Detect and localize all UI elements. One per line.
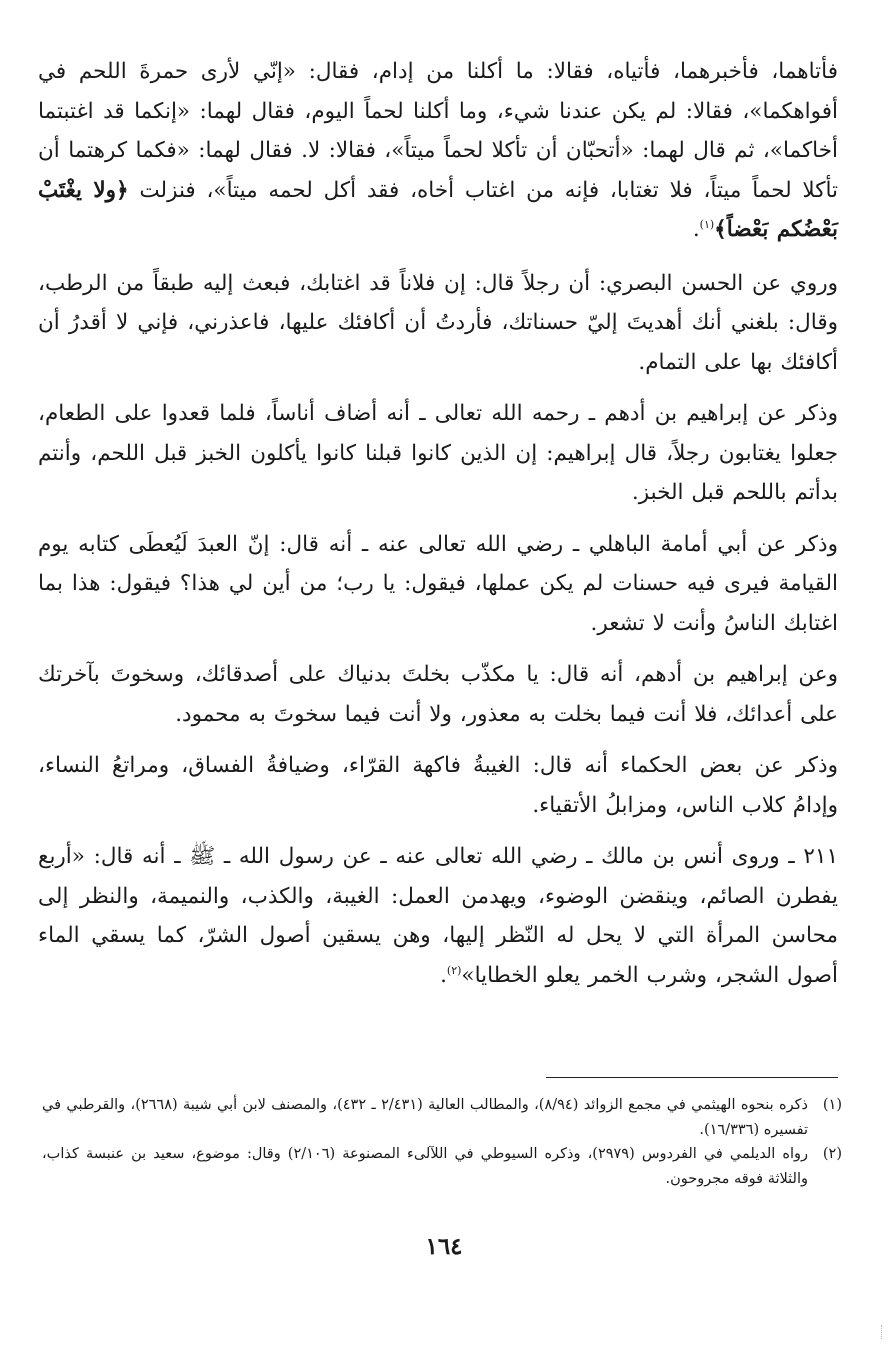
paragraph-3: وذكر عن إبراهيم بن أدهم ـ رحمه الله تعالى ـ أنه أضاف أناساً، فلما قعدوا على الطعام، جعلوا يغتابون رجلاً، قال إبراهيم: إن الذين كانوا قبلنا كانوا يأكلون الخبز قبل اللحم، وأنتم بدأتم باللحم قبل الخبز. — [38, 401, 838, 505]
quran-verse: ﴿ولا يغْتَبْ بَعْضُكم بَعْضاً﴾ — [38, 177, 838, 242]
footnote-ref-1[interactable]: (١) — [699, 217, 715, 231]
paragraph-1-text: فأتاهما، فأخبرهما، فأتياه، فقالا: ما أكلنا من إدام، فقال: «إنّي لأرى حمرةَ اللحم في أفواهكما»، فقالا: لم يكن عندنا شيء، وما أكلنا لحماً اليوم، فقال لهما: «إنكما قد اغتبتما أخاكما»، ثم قال لهما: «أتحبّان أن تأكلا لحماً ميتاً»، فقالا: لا. فقال لهما: «فكما كرهتما أن تأكلا لحماً ميتاً، فلا تغتابا، فإنه من اغتاب أخاه، فقد أكل لحمه ميتاً»، فنزلت — [38, 59, 839, 203]
footnote-2-number: (٢) — [822, 1146, 842, 1162]
footnote-divider — [546, 1077, 838, 1078]
footnote-1-text: ذكره بنحوه الهيثمي في مجمع الزوائد (٨/٩٤)، والمطالب العالية (٢/٤٣١ ـ ٤٣٢)، والمصنف لابن أبي شيبة (٢٦٦٨)، والقرطبي في تفسيره (١٦/٣٣٦). — [42, 1097, 809, 1138]
paragraph-1-end: . — [692, 217, 700, 242]
footnote-ref-2[interactable]: (٢) — [446, 963, 462, 977]
paragraph-2: وروي عن الحسن البصري: أن رجلاً قال: إن فلاناً قد اغتابك، فبعث إليه طبقاً من الرطب، وقال: بلغني أنك أهديتَ إليّ حسناتك، فأردتُ أن أكافئك عليها، فاعذرني، فإني لا أقدرُ أن أكافئك بها على التمام. — [38, 270, 838, 375]
footnote-1-number: (١) — [822, 1097, 842, 1113]
paragraph-4: وذكر عن أبي أمامة الباهلي ـ رضي الله تعالى عنه ـ أنه قال: إنّ العبدَ لَيُعطَى كتابه يوم القيامة فيرى فيه حسنات لم يكن عملها، فيقول: يا رب؛ من أين لي هذا؟ فيقول: هذا بما اغتابك الناسُ وأنت لا تشعر. — [38, 531, 838, 636]
paragraph-7-end: . — [440, 962, 447, 988]
footnote-2 — [42, 1142, 842, 1191]
page-body — [38, 52, 838, 1007]
paragraph-7-hadith-211 — [38, 837, 838, 995]
footnote-2-text: رواه الديلمي في الفردوس (٢٩٧٩)، وذكره السيوطي في اللآلىء المصنوعة (٢/١٠٦) وقال: موضوع، سعيد بن عنبسة كذاب، والثلاثة فوقه مجروحون. — [42, 1146, 809, 1187]
footnote-1 — [42, 1093, 842, 1142]
paragraph-7-text: ٢١١ ـ وروى أنس بن مالك ـ رضي الله تعالى عنه ـ عن رسول الله ـ ﷺ ـ أنه قال: «أربع يفطرن الصائم، وينقضن الوضوء، ويهدمن العمل: الغيبة، والكذب، والنميمة، والنظر إلى محاسن المرأة التي لا يحل له النّظر إليها، وهن يسقين أصول الشرّ، كما يسقي الماء أصول الشجر، وشرب الخمر يعلو الخطايا» — [38, 844, 838, 988]
footnotes — [42, 1093, 842, 1191]
paragraph-6: وذكر عن بعض الحكماء أنه قال: الغيبةُ فاكهة القرّاء، وضيافةُ الفساق، ومراتعُ النساء، وإدامُ كلاب الناس، ومزابلُ الأتقياء. — [38, 753, 838, 818]
scan-edge-mark — [873, 1325, 882, 1339]
page-number: ١٦٤ — [425, 1233, 463, 1260]
paragraph-5: وعن إبراهيم بن أدهم، أنه قال: يا مكذّب بخلتَ بدنياك على أصدقائك، وسخوتَ بآخرتك على أعدائك، فلا أنت فيما بخلت به معذور، ولا أنت فيما سخوتَ به محمود. — [38, 662, 838, 727]
paragraph-1 — [38, 52, 838, 250]
